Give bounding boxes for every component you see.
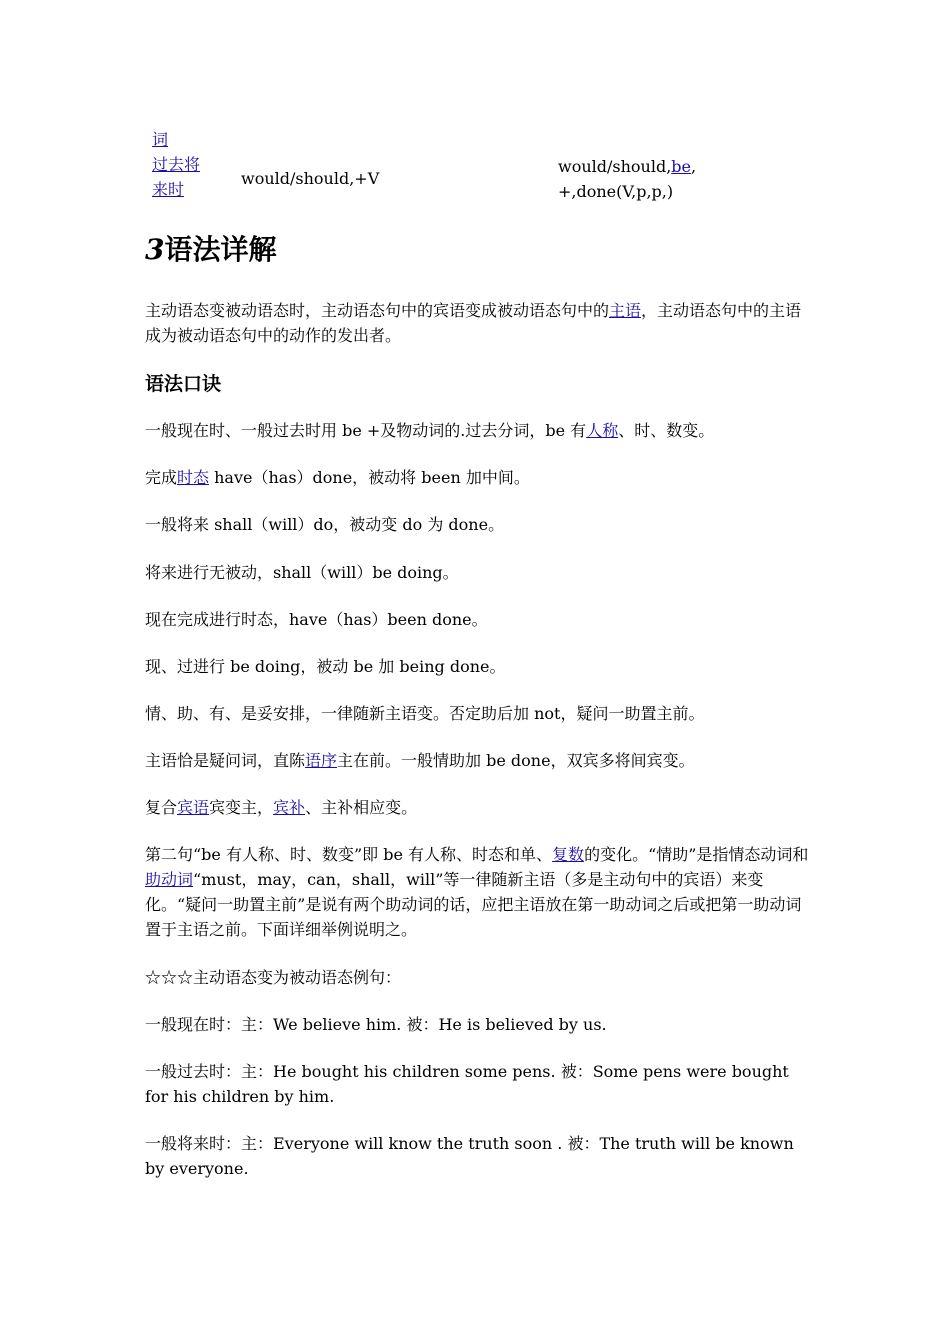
tense-link[interactable]: 时态 <box>177 468 210 487</box>
rhyme-line-8 <box>145 748 815 773</box>
rhyme-text: 主在前。一般情助加 be done，双宾多将间宾变。 <box>337 751 695 770</box>
passive-form-text: would/should, <box>558 157 672 176</box>
object-complement-link[interactable]: 宾补 <box>273 798 306 817</box>
example-future: 一般将来时：主：Everyone will know the truth soon . 被：The truth will be known by everyone. <box>145 1134 794 1178</box>
rhyme-text: 、时、数变。 <box>618 421 715 440</box>
example-present: 一般现在时：主：We believe him. 被：He is believed by us. <box>145 1015 607 1034</box>
tense-label-link-line1[interactable]: 词 <box>152 130 169 149</box>
plural-link[interactable]: 复数 <box>552 845 585 864</box>
rhyme-line-1 <box>145 418 815 443</box>
rhyme-text: 宾变主， <box>209 798 274 817</box>
person-link[interactable]: 人称 <box>586 421 619 440</box>
intro-text-2: ，主动语态句中的主语成为被动语态句中的动作的发出者。 <box>145 301 802 345</box>
explanation-paragraph <box>145 842 815 942</box>
example-past: 一般过去时：主：He bought his children some pens. 被：Some pens were bought for his children by him. <box>145 1062 789 1106</box>
rhyme-line-3: 一般将来 shall（will）do，被动变 do 为 done。 <box>145 515 505 534</box>
passive-form-line2: +,done(V,p,p,) <box>558 182 674 201</box>
section-heading <box>145 230 277 270</box>
rhyme-line-4: 将来进行无被动，shall（will）be doing。 <box>145 563 459 582</box>
explanation-text: “must，may，can，shall，will”等一律随新主语（多是主动句中的宾语）来变化。“疑问一助置主前”是说有两个助动词的话，应把主语放在第一助动词之后或把第一助动词置于主语之前。下面详细举例说明之。 <box>145 870 802 939</box>
rhyme-line-9 <box>145 795 815 820</box>
tense-label-link-line3[interactable]: 来时 <box>152 180 185 199</box>
word-order-link[interactable]: 语序 <box>305 751 338 770</box>
explanation-text: 第二句“be 有人称、时、数变”即 be 有人称、时态和单、 <box>145 845 553 864</box>
be-link[interactable]: be <box>671 157 691 176</box>
active-form-cell: would/should,+V <box>241 169 380 188</box>
rhyme-text: have（has）done，被动将 been 加中间。 <box>209 468 530 487</box>
rhyme-line-7: 情、助、有、是妥安排，一律随新主语变。否定助后加 not，疑问一助置主前。 <box>145 704 705 723</box>
rhyme-text: 、主补相应变。 <box>305 798 418 817</box>
subject-link[interactable]: 主语 <box>609 301 642 320</box>
passive-form-cell <box>558 154 758 204</box>
intro-text: 主动语态变被动语态时，主动语态句中的宾语变成被动语态句中的 <box>145 301 610 320</box>
tense-label-link-line2[interactable]: 过去将 <box>152 155 201 174</box>
rhyme-subheading: 语法口诀 <box>145 373 222 395</box>
rhyme-line-6: 现、过进行 be doing，被动 be 加 being done。 <box>145 657 506 676</box>
rhyme-line-5: 现在完成进行时态，have（has）been done。 <box>145 610 488 629</box>
intro-paragraph <box>145 298 815 348</box>
object-link[interactable]: 宾语 <box>177 798 210 817</box>
rhyme-text: 主语恰是疑问词，直陈 <box>145 751 306 770</box>
section-title: 语法详解 <box>164 233 277 266</box>
rhyme-text: 一般现在时、一般过去时用 be +及物动词的.过去分词，be 有 <box>145 421 587 440</box>
section-number: 3 <box>145 233 165 266</box>
passive-form-comma: , <box>691 157 697 176</box>
auxiliary-verb-link[interactable]: 助动词 <box>145 870 194 889</box>
rhyme-text: 完成 <box>145 468 178 487</box>
explanation-text: 的变化。“情助”是指情态动词和 <box>584 845 809 864</box>
tense-label-cell <box>152 127 222 202</box>
rhyme-line-2 <box>145 465 815 490</box>
rhyme-text: 复合 <box>145 798 178 817</box>
examples-header: ☆☆☆主动语态变为被动语态例句： <box>145 968 402 987</box>
